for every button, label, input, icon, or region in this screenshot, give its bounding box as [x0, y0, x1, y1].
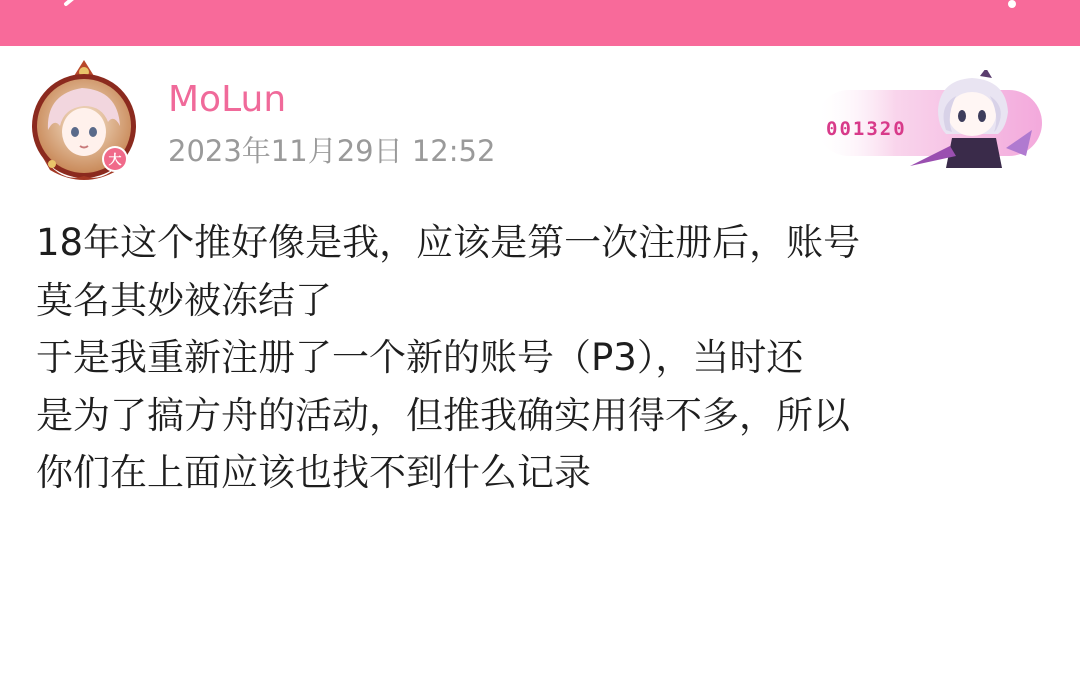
- content-line: 是为了搞方舟的活动，但推我确实用得不多，所以: [36, 393, 850, 437]
- post-timestamp: 2023年11月29日 12:52: [168, 134, 496, 168]
- post-content: [36, 214, 1056, 502]
- fan-badge-number: 001320: [826, 118, 907, 140]
- author-name[interactable]: MoLun: [168, 79, 287, 120]
- content-line: 莫名其妙被冻结了: [36, 278, 332, 322]
- user-avatar[interactable]: [22, 60, 146, 184]
- post-card: [0, 46, 1080, 686]
- top-app-bar: [0, 0, 1080, 46]
- content-line: 你们在上面应该也找不到什么记录: [36, 451, 591, 494]
- content-line: 于是我重新注册了一个新的账号（P3），当时还: [36, 336, 804, 379]
- content-line: 18年这个推好像是我，应该是第一次注册后，账号: [36, 221, 861, 264]
- back-arrow-icon[interactable]: [56, 0, 82, 14]
- more-vertical-icon[interactable]: [1006, 0, 1018, 14]
- avatar-badge-text: 大: [108, 153, 122, 168]
